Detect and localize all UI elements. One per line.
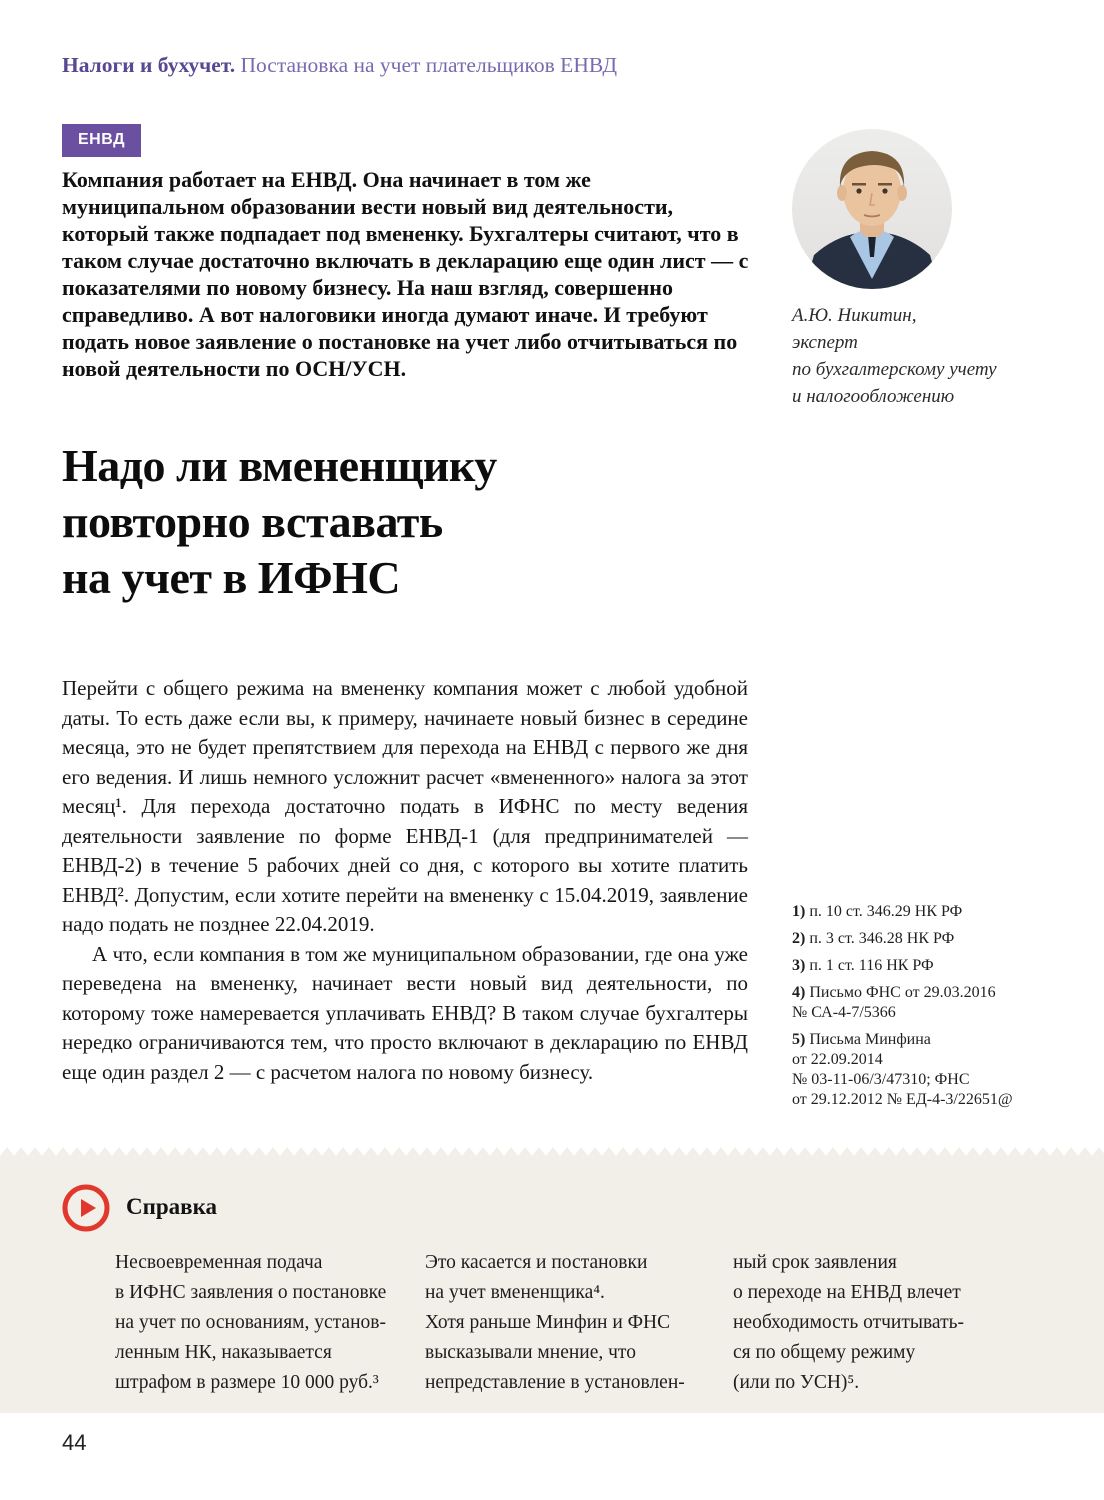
lead-paragraph: Компания работает на ЕНВД. Она начинает в том же муниципальном образовании вести новый вид деятельности, который также подпадает под вмененку. Бухгалтеры считают, что в таком случае достаточно включать в декларацию еще один лист — с показателями по новому бизнесу. На наш взгляд, совершенно справедливо. А вот налоговики иногда думают иначе. И требуют подать новое заявление о постановке на учет либо отчитываться по новой деятельности по ОСН/УСН. — [62, 167, 749, 381]
footnote-number: 3) — [792, 957, 806, 974]
reference-column-2: Это касается и постановки на учет вмененщика⁴. Хотя раньше Минфин и ФНС высказывали мнение, что непредставление в установлен- — [425, 1252, 685, 1393]
author-photo — [792, 129, 952, 289]
footnote-text: п. 3 ст. 346.28 НК РФ — [809, 930, 955, 947]
footnote-2 — [792, 929, 1104, 949]
footnote-text: п. 1 ст. 116 НК РФ — [809, 957, 934, 974]
footnote-3 — [792, 956, 1104, 976]
footnote-1 — [792, 902, 1104, 922]
footnote-number: 1) — [792, 903, 806, 920]
article-body — [62, 674, 748, 1087]
footnote-4 — [792, 983, 1104, 1023]
rubric-section: Налоги и бухучет. — [62, 53, 236, 77]
author-caption: А.Ю. Никитин, эксперт по бухгалтерскому учету и налогообложению — [792, 305, 997, 407]
page-number: 44 — [62, 1430, 87, 1455]
rubric-line — [62, 52, 617, 78]
footnote-number: 4) — [792, 984, 806, 1001]
reference-columns — [0, 1156, 1104, 1413]
reference-column-1: Несвоевременная подача в ИФНС заявления о постановке на учет по основаниям, установ- ленным НК, наказывается штрафом в размере 10 000 руб.³ — [115, 1252, 387, 1393]
zigzag-edge — [0, 1147, 1104, 1156]
footnote-text: п. 10 ст. 346.29 НК РФ — [809, 903, 963, 920]
footnote-5 — [792, 1030, 1104, 1110]
footnote-text: Письма Минфина от 22.09.2014 № 03-11-06/3/47310; ФНС от 29.12.2012 № ЕД-4-3/22651@ — [792, 1031, 1013, 1108]
body-paragraph-1: Перейти с общего режима на вмененку компания может с любой удобной даты. То есть даже если вы, к примеру, начинаете новый бизнес в середине месяца, это не будет препятствием для перехода на ЕНВД с первого же дня его ведения. И лишь немного усложнит расчет «вмененного» налога за этот месяц¹. Для перехода достаточно подать в ИФНС по месту ведения деятельности заявление по форме ЕНВД-1 (для предпринимателей — ЕНВД-2) в течение 5 рабочих дней со дня, с которого вы хотите платить ЕНВД². Допустим, если хотите перейти на вмененку с 15.04.2019, заявление надо подать не позднее 22.04.2019. — [62, 676, 748, 936]
footnote-number: 5) — [792, 1031, 806, 1048]
rubric-topic: Постановка на учет плательщиков ЕНВД — [235, 53, 618, 77]
portrait-illustration — [792, 129, 952, 289]
reference-box — [0, 1156, 1104, 1413]
footnotes-column — [792, 902, 1104, 1117]
topic-badge: ЕНВД — [62, 124, 141, 157]
footnote-text: Письмо ФНС от 29.03.2016 № СА-4-7/5366 — [792, 984, 996, 1021]
footnote-number: 2) — [792, 930, 806, 947]
article-headline: Надо ли вмененщику повторно вставать на учет в ИФНС — [62, 440, 497, 603]
body-paragraph-2: А что, если компания в том же муниципальном образовании, где она уже переведена на вмененку, начинает вести новый вид деятельности, по которому тоже намеревается уплачивать ЕНВД? В таком случае бухгалтеры нередко ограничиваются тем, что просто включают в декларацию по ЕНВД еще один раздел 2 — с расчетом налога по новому бизнесу. — [62, 941, 748, 1084]
reference-title: Справка — [126, 1194, 217, 1219]
reference-column-3: ный срок заявления о переходе на ЕНВД влечет необходимость отчитывать- ся по общему режиму (или по УСН)⁵. — [733, 1252, 964, 1393]
